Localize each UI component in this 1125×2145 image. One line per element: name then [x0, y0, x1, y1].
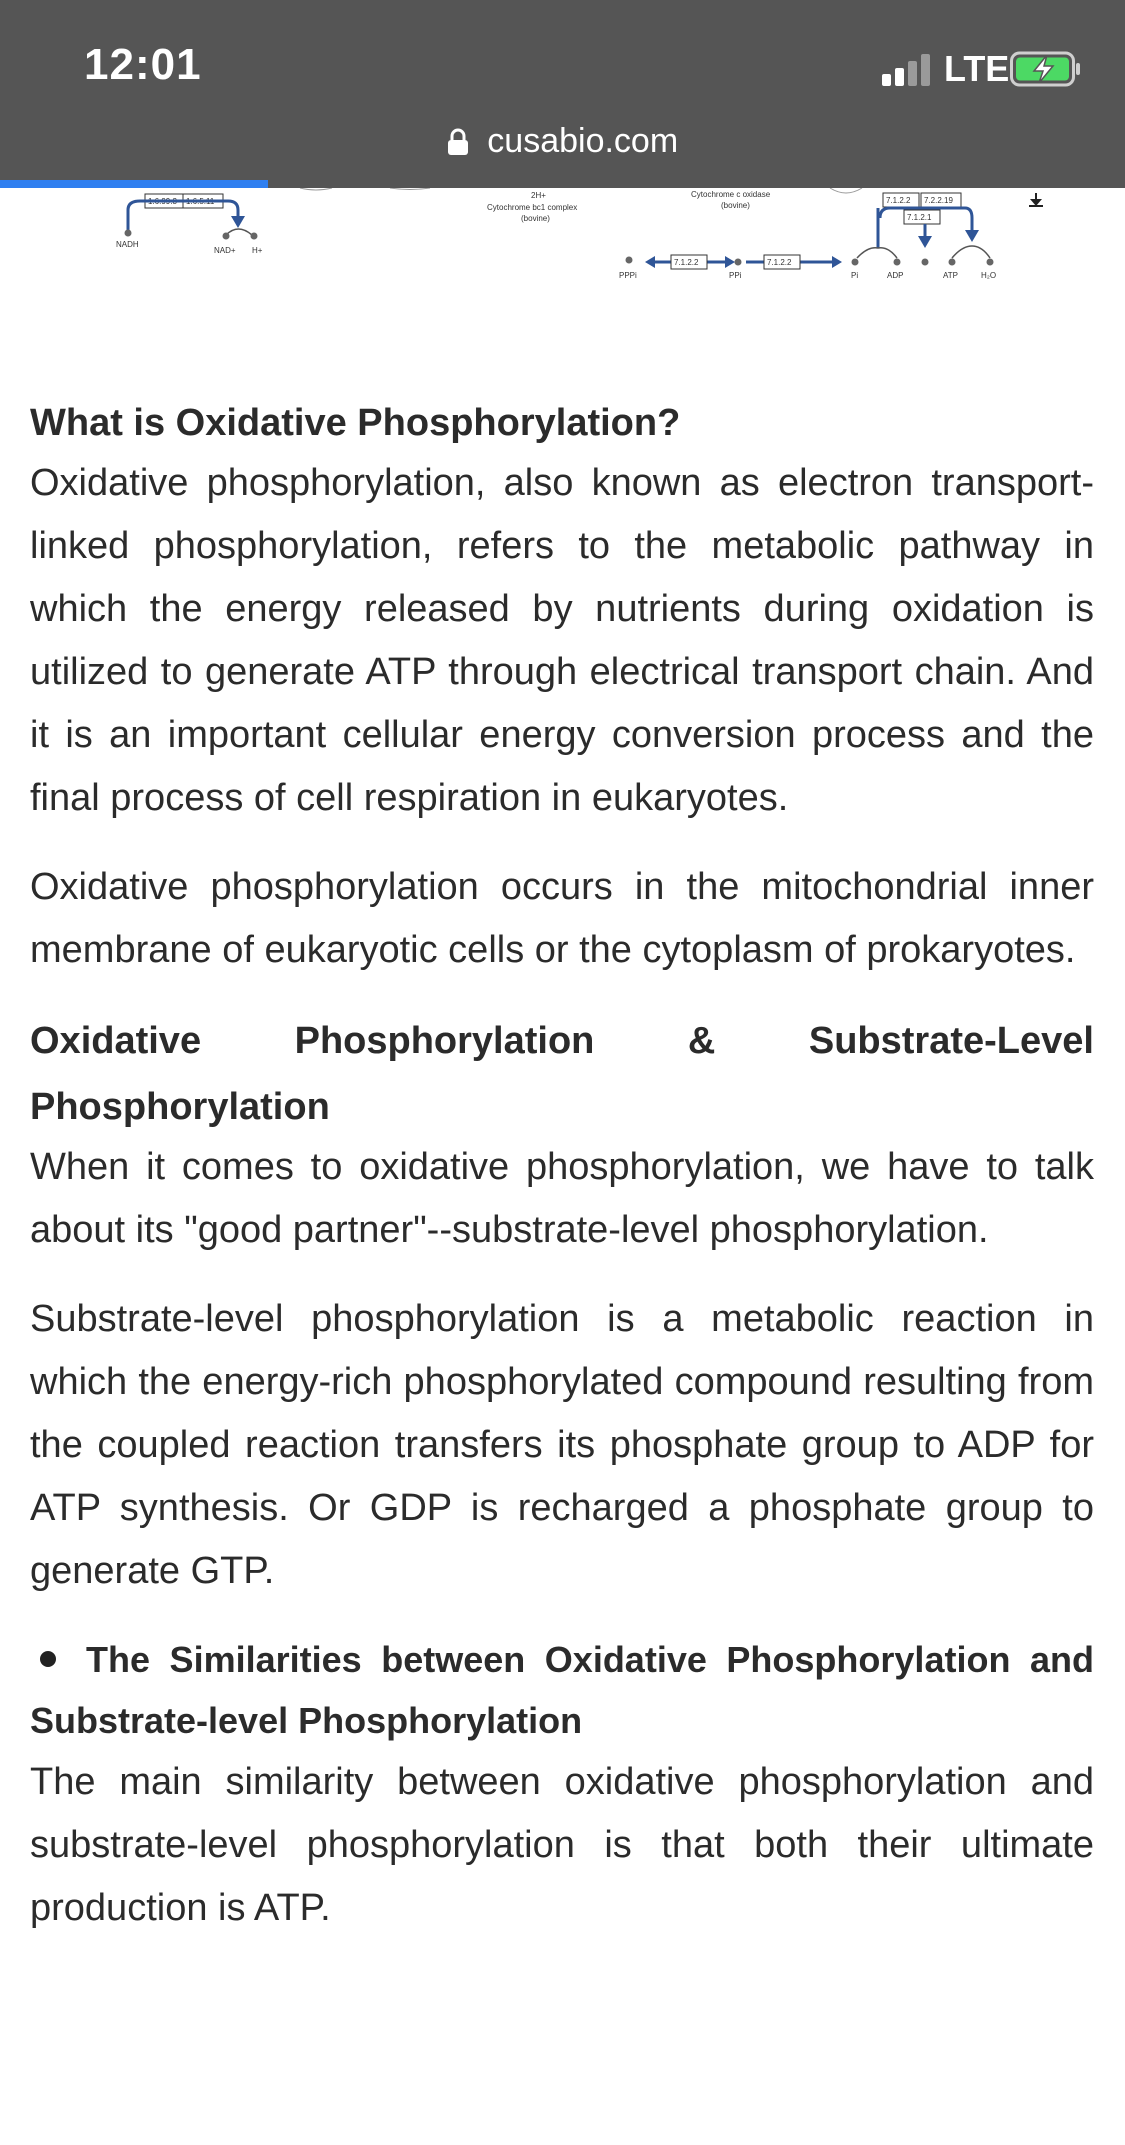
- diagram-label: (bovine): [521, 214, 550, 223]
- diagram-label: NAD+: [214, 246, 236, 255]
- heading-word: Phosphorylation: [30, 1086, 330, 1128]
- diagram-label: Pi: [851, 271, 859, 280]
- diagram-label: 7.1.2.2: [886, 196, 911, 205]
- bullet-heading: [30, 1629, 1094, 1751]
- diagram-label: 7.1.2.1: [907, 213, 932, 222]
- diagram-label: ATP: [943, 271, 958, 280]
- paragraph: When it comes to oxidative phosphorylation, we have to talk about its "good partner"--substrate-level phosphorylation.: [30, 1146, 1094, 1251]
- section-heading: What is Oxidative Phosphorylation?: [30, 402, 681, 444]
- status-time: 12:01: [84, 40, 202, 89]
- paragraph: Oxidative phosphorylation, also known as electron transport-linked phosphorylation, refers to the metabolic pathway in which the energy released by nutrients during oxidation is utilized to generate ATP through electrical transport chain. And it is an important cellular energy conversion process and the final process of cell respiration in eukaryotes.: [30, 462, 1094, 819]
- heading-word: Substrate-Level: [808, 1020, 1094, 1062]
- diagram-label: 2H+: [531, 191, 546, 200]
- heading-word: Oxidative: [30, 1020, 202, 1062]
- diagram-label: 7.1.2.2: [767, 258, 792, 267]
- pathway-diagram: [0, 188, 1125, 298]
- page-load-progress: [0, 180, 268, 188]
- lock-icon: [447, 128, 469, 156]
- section-heading: [30, 1008, 1094, 1140]
- paragraph: The main similarity between oxidative phosphorylation and substrate-level phosphorylation is that both their ultimate production is ATP.: [30, 1761, 1094, 1929]
- signal-icon: [882, 54, 934, 86]
- diagram-label: 7.2.2.19: [924, 196, 953, 205]
- network-type: LTE: [944, 48, 1010, 89]
- article-body: [30, 390, 1094, 1966]
- address-bar[interactable]: [0, 122, 1125, 161]
- status-bar: [0, 0, 1125, 188]
- diagram-label: 7.1.2.2: [674, 258, 699, 267]
- diagram-label: H₂O: [981, 271, 997, 280]
- diagram-label: 1.6.99.3: [148, 197, 177, 206]
- battery-charging-icon: [1010, 50, 1082, 88]
- url-text: cusabio.com: [487, 122, 679, 160]
- heading-word: &: [687, 1020, 716, 1062]
- diagram-label: ADP: [887, 271, 904, 280]
- diagram-label: Cytochrome bc1 complex: [487, 203, 578, 212]
- diagram-label: PPi: [729, 271, 742, 280]
- bullet-heading-text: The Similarities between Oxidative Phosphorylation and Substrate-level Phosphorylation: [30, 1639, 1094, 1741]
- diagram-label: H+: [252, 246, 263, 255]
- diagram-label: NADH: [116, 240, 139, 249]
- bullet-icon: [40, 1651, 56, 1667]
- diagram-label: Cytochrome c oxidase: [691, 190, 771, 199]
- heading-word: Phosphorylation: [294, 1020, 595, 1062]
- diagram-label: 1.6.5.11: [186, 197, 215, 206]
- diagram-label: (bovine): [721, 201, 750, 210]
- paragraph: Oxidative phosphorylation occurs in the mitochondrial inner membrane of eukaryotic cells or the cytoplasm of prokaryotes.: [30, 866, 1094, 971]
- paragraph: Substrate-level phosphorylation is a metabolic reaction in which the energy-rich phosphorylated compound resulting from the coupled reaction transfers its phosphate group to ADP for ATP synthesis. Or GDP is recharged a phosphate group to generate GTP.: [30, 1298, 1094, 1592]
- diagram-label: PPPi: [619, 271, 637, 280]
